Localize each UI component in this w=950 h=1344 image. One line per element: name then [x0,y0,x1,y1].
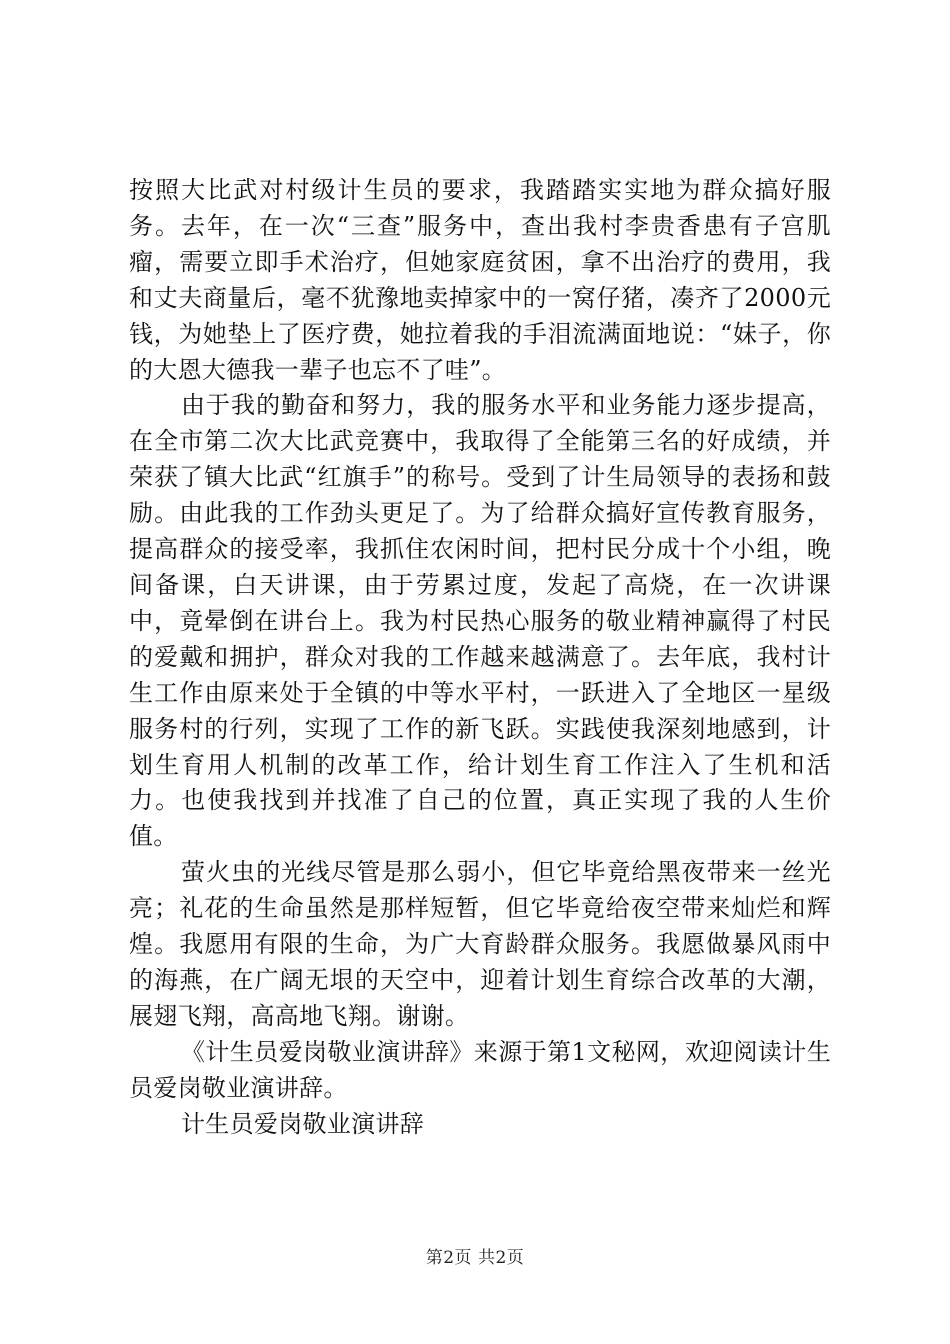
paragraph-achievements: 由于我的勤奋和努力，我的服务水平和业务能力逐步提高，在全市第二次大比武竞赛中，我取得了全能第三名的好成绩，并荣获了镇大比武“红旗手”的称号。受到了计生局领导的表扬和鼓励。由此我的工作劲头更足了。为了给群众搞好宣传教育服务，提高群众的接受率，我抓住农闲时间，把村民分成十个小组，晚间备课，白天讲课，由于劳累过度，发起了高烧，在一次讲课中，竟晕倒在讲台上。我为村民热心服务的敬业精神赢得了村民的爱戴和拥护，群众对我的工作越来越满意了。去年底，我村计生工作由原来处于全镇的中等水平村，一跃进入了全地区一星级服务村的行列，实现了工作的新飞跃。实践使我深刻地感到，计划生育用人机制的改革工作，给计划生育工作注入了生机和活力。也使我找到并找准了自己的位置，真正实现了我的人生价值。 [129,391,831,851]
paragraph-title-repeat: 计生员爱岗敬业演讲辞 [181,1109,424,1138]
page-footer: 第2页 共2页 [425,1248,525,1268]
document-body [129,173,831,1142]
paragraph-source-note: 《计生员爱岗敬业演讲辞》来源于第1文秘网，欢迎阅读计生员爱岗敬业演讲辞。 [129,1037,831,1102]
paragraph-service-story: 按照大比武对村级计生员的要求，我踏踏实实地为群众搞好服务。去年，在一次“三查”服务中，查出我村李贵香患有子宫肌瘤，需要立即手术治疗，但她家庭贫困，拿不出治疗的费用，我和丈夫商量后，毫不犹豫地卖掉家中的一窝仔猪，凑齐了2000元钱，为她垫上了医疗费，她拉着我的手泪流满面地说：“妹子，你的大恩大德我一辈子也忘不了哇”。 [129,176,831,384]
paragraph-closing: 萤火虫的光线尽管是那么弱小，但它毕竟给黑夜带来一丝光亮；礼花的生命虽然是那样短暂，但它毕竟给夜空带来灿烂和辉煌。我愿用有限的生命，为广大育龄群众服务。我愿做暴风雨中的海燕，在广阔无垠的天空中，迎着计划生育综合改革的大潮，展翅飞翔，高高地飞翔。谢谢。 [129,858,831,1030]
